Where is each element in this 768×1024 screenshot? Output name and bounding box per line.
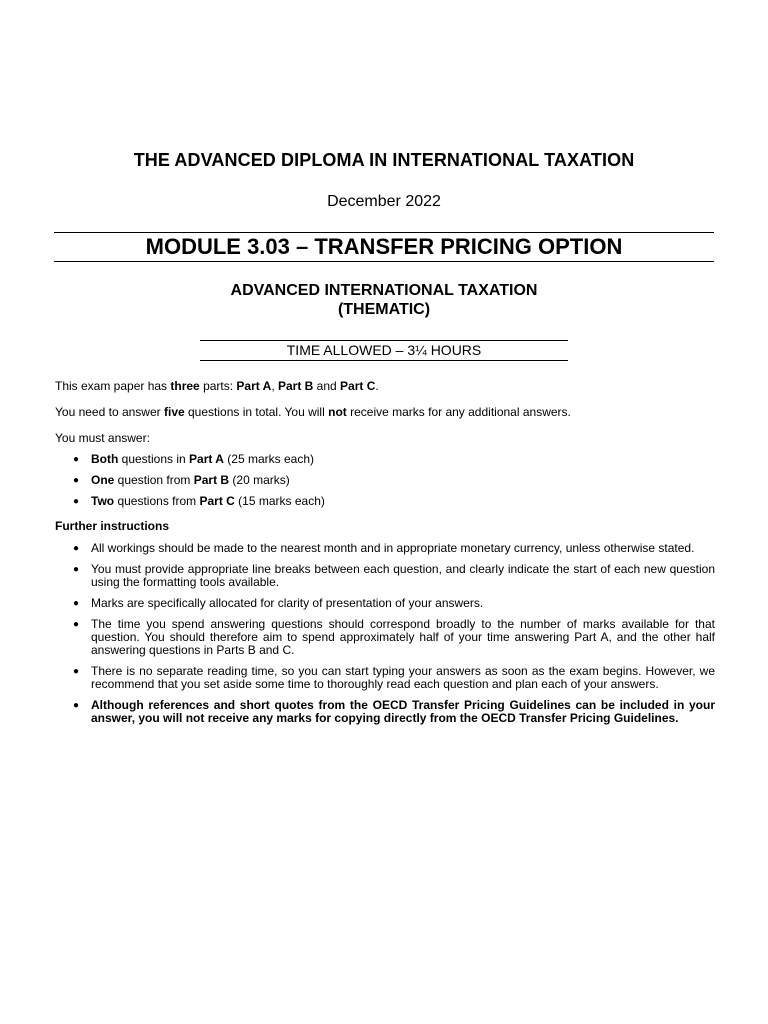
text-run: question from	[114, 473, 194, 487]
bullet-icon: ●	[73, 496, 80, 507]
subject-title	[0, 281, 768, 319]
exam-date: December 2022	[327, 193, 441, 210]
time-rule-bottom	[200, 360, 568, 361]
bullet-icon: ●	[73, 598, 80, 609]
list-item-text: Marks are specifically allocated for clarity of presentation of your answers.	[91, 596, 484, 610]
list-item	[55, 665, 715, 691]
emphasis: three	[170, 379, 200, 393]
must-answer-label: You must answer:	[55, 431, 150, 445]
bullet-icon: ●	[73, 700, 80, 711]
list-item	[55, 453, 715, 466]
bullet-icon: ●	[73, 543, 80, 554]
list-item	[55, 542, 715, 555]
list-item	[55, 699, 715, 725]
intro-answer-paragraph	[55, 406, 715, 419]
further-instructions-list	[55, 542, 715, 725]
text-run: This exam paper has	[55, 379, 171, 393]
text-run: parts:	[199, 379, 237, 393]
text-run: (25 marks each)	[223, 452, 314, 466]
emphasis: Part C	[199, 494, 235, 508]
list-item-text: All workings should be made to the nearest month and in appropriate monetary currency, unless otherwise stated.	[91, 541, 695, 555]
further-instructions-heading: Further instructions	[55, 519, 170, 533]
module-rule-bottom	[54, 261, 714, 262]
list-item	[55, 618, 715, 657]
bullet-icon: ●	[73, 475, 80, 486]
text-run: questions in	[118, 452, 190, 466]
must-answer-list	[55, 453, 715, 508]
emphasis: Part B	[193, 473, 230, 487]
subject-title-line2: (THEMATIC)	[337, 301, 431, 318]
list-item	[55, 495, 715, 508]
text-run: questions from	[114, 494, 200, 508]
emphasis: Part A	[236, 379, 272, 393]
text-run: (20 marks)	[229, 473, 290, 487]
list-item	[55, 563, 715, 589]
text-run: You need to answer	[55, 405, 164, 419]
time-allowed: TIME ALLOWED – 3¼ HOURS	[286, 342, 482, 358]
bullet-icon: ●	[73, 666, 80, 677]
text-run: questions in total. You will	[184, 405, 329, 419]
emphasis: five	[163, 405, 185, 419]
emphasis: Two	[91, 494, 115, 508]
list-item	[55, 474, 715, 487]
list-item-text: There is no separate reading time, so you can start typing your answers as soon as the exam begins. However, we recommend that you set aside some time to thoroughly read each question and plan each of your answers.	[91, 664, 715, 691]
bullet-icon: ●	[73, 619, 80, 630]
bullet-icon: ●	[73, 454, 80, 465]
text-run: (15 marks each)	[234, 494, 325, 508]
emphasis: not	[328, 405, 347, 419]
text-run: ,	[271, 379, 278, 393]
list-item-text: You must provide appropriate line breaks between each question, and clearly indicate the start of each new question using the formatting tools available.	[91, 562, 715, 589]
emphasis: Part B	[278, 379, 314, 393]
text-run: and	[313, 379, 341, 393]
emphasis: Both	[91, 452, 119, 466]
list-item-text: The time you spend answering questions should correspond broadly to the number of marks available for that question. You should therefore aim to spend approximately half of your time answering Part A, and the other half answering questions in Parts B and C.	[91, 617, 715, 657]
list-item-text-bold: Although references and short quotes from the OECD Transfer Pricing Guidelines can be included in your answer, you will not receive any marks for copying directly from the OECD Transfer Pricing Guidelines.	[91, 698, 715, 725]
module-title: MODULE 3.03 – TRANSFER PRICING OPTION	[145, 234, 623, 259]
diploma-title: THE ADVANCED DIPLOMA IN INTERNATIONAL TAXATION	[133, 150, 635, 170]
emphasis: One	[91, 473, 115, 487]
text-run: .	[375, 379, 379, 393]
emphasis: Part C	[340, 379, 376, 393]
bullet-icon: ●	[73, 564, 80, 575]
list-item	[55, 597, 715, 610]
intro-parts-paragraph	[55, 380, 715, 393]
emphasis: Part A	[189, 452, 224, 466]
subject-title-line1: ADVANCED INTERNATIONAL TAXATION	[230, 282, 538, 299]
text-run: receive marks for any additional answers.	[346, 405, 571, 419]
